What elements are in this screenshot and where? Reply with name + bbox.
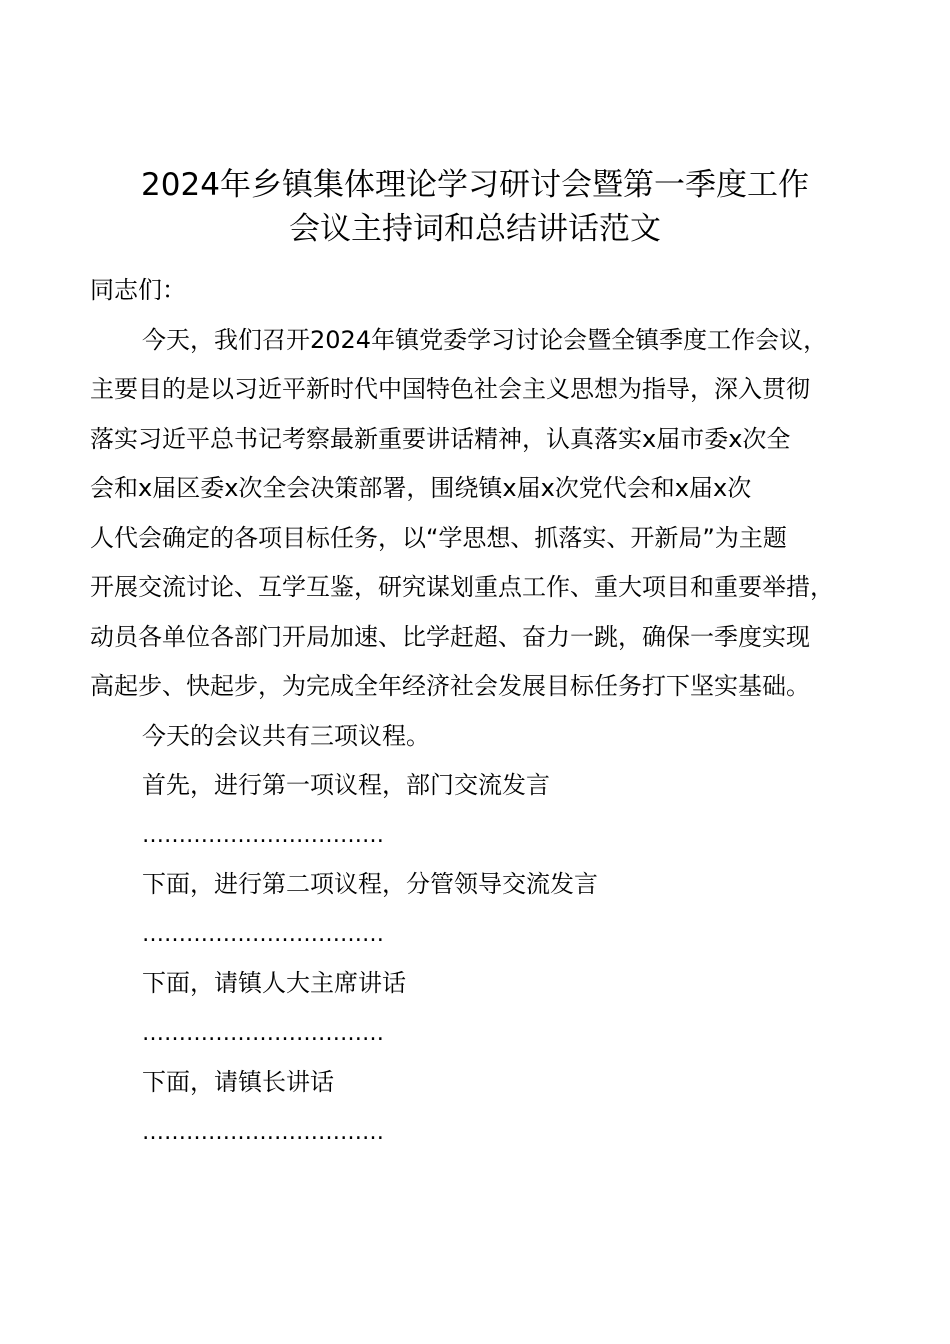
agenda-item-text: 首先，进行第一项议程，部门交流发言 — [142, 771, 550, 799]
agenda-item-ellipsis: …………………………… — [142, 822, 384, 848]
agenda-intro — [90, 712, 880, 762]
agenda-item-ellipsis: …………………………… — [142, 921, 384, 947]
salutation — [90, 266, 880, 316]
agenda-intro-text: 今天的会议共有三项议程。 — [142, 721, 430, 750]
intro-paragraph — [90, 316, 880, 712]
intro-line: 开展交流讨论、互学互鉴，研究谋划重点工作、重大项目和重要举措， — [90, 573, 834, 601]
intro-line: 人代会确定的各项目标任务，以“学思想、抓落实、开新局”为主题 — [90, 523, 787, 552]
title-line-1: 2024年乡镇集体理论学习研讨会暨第一季度工作 — [141, 167, 809, 203]
agenda-item — [90, 860, 880, 959]
agenda-item-text: 下面，进行第二项议程，分管领导交流发言 — [142, 870, 598, 898]
agenda-item-ellipsis: …………………………… — [142, 1119, 384, 1145]
agenda-item — [90, 1058, 880, 1157]
intro-line: 会和x届区委x次全会决策部署，围绕镇x届x次党代会和x届x次 — [90, 474, 752, 502]
agenda-item-text: 下面，请镇人大主席讲话 — [142, 969, 406, 997]
document-body — [90, 266, 880, 1157]
agenda-item-text: 下面，请镇长讲话 — [142, 1068, 334, 1096]
agenda-item-ellipsis: …………………………… — [142, 1020, 384, 1046]
agenda-item — [90, 959, 880, 1058]
title-line-2: 会议主持词和总结讲话范文 — [289, 211, 661, 247]
salutation-text: 同志们： — [90, 276, 186, 304]
intro-line: 落实习近平总书记考察最新重要讲话精神，认真落实x届市委x次全 — [90, 424, 791, 453]
document-title — [90, 163, 860, 251]
intro-line: 高起步、快起步，为完成全年经济社会发展目标任务打下坚实基础。 — [90, 672, 810, 700]
intro-line: 主要目的是以习近平新时代中国特色社会主义思想为指导，深入贯彻 — [90, 375, 810, 403]
agenda-item — [90, 761, 880, 860]
intro-line: 动员各单位各部门开局加速、比学赶超、奋力一跳，确保一季度实现 — [90, 622, 810, 651]
intro-line: 今天，我们召开2024年镇党委学习讨论会暨全镇季度工作会议， — [142, 325, 828, 354]
